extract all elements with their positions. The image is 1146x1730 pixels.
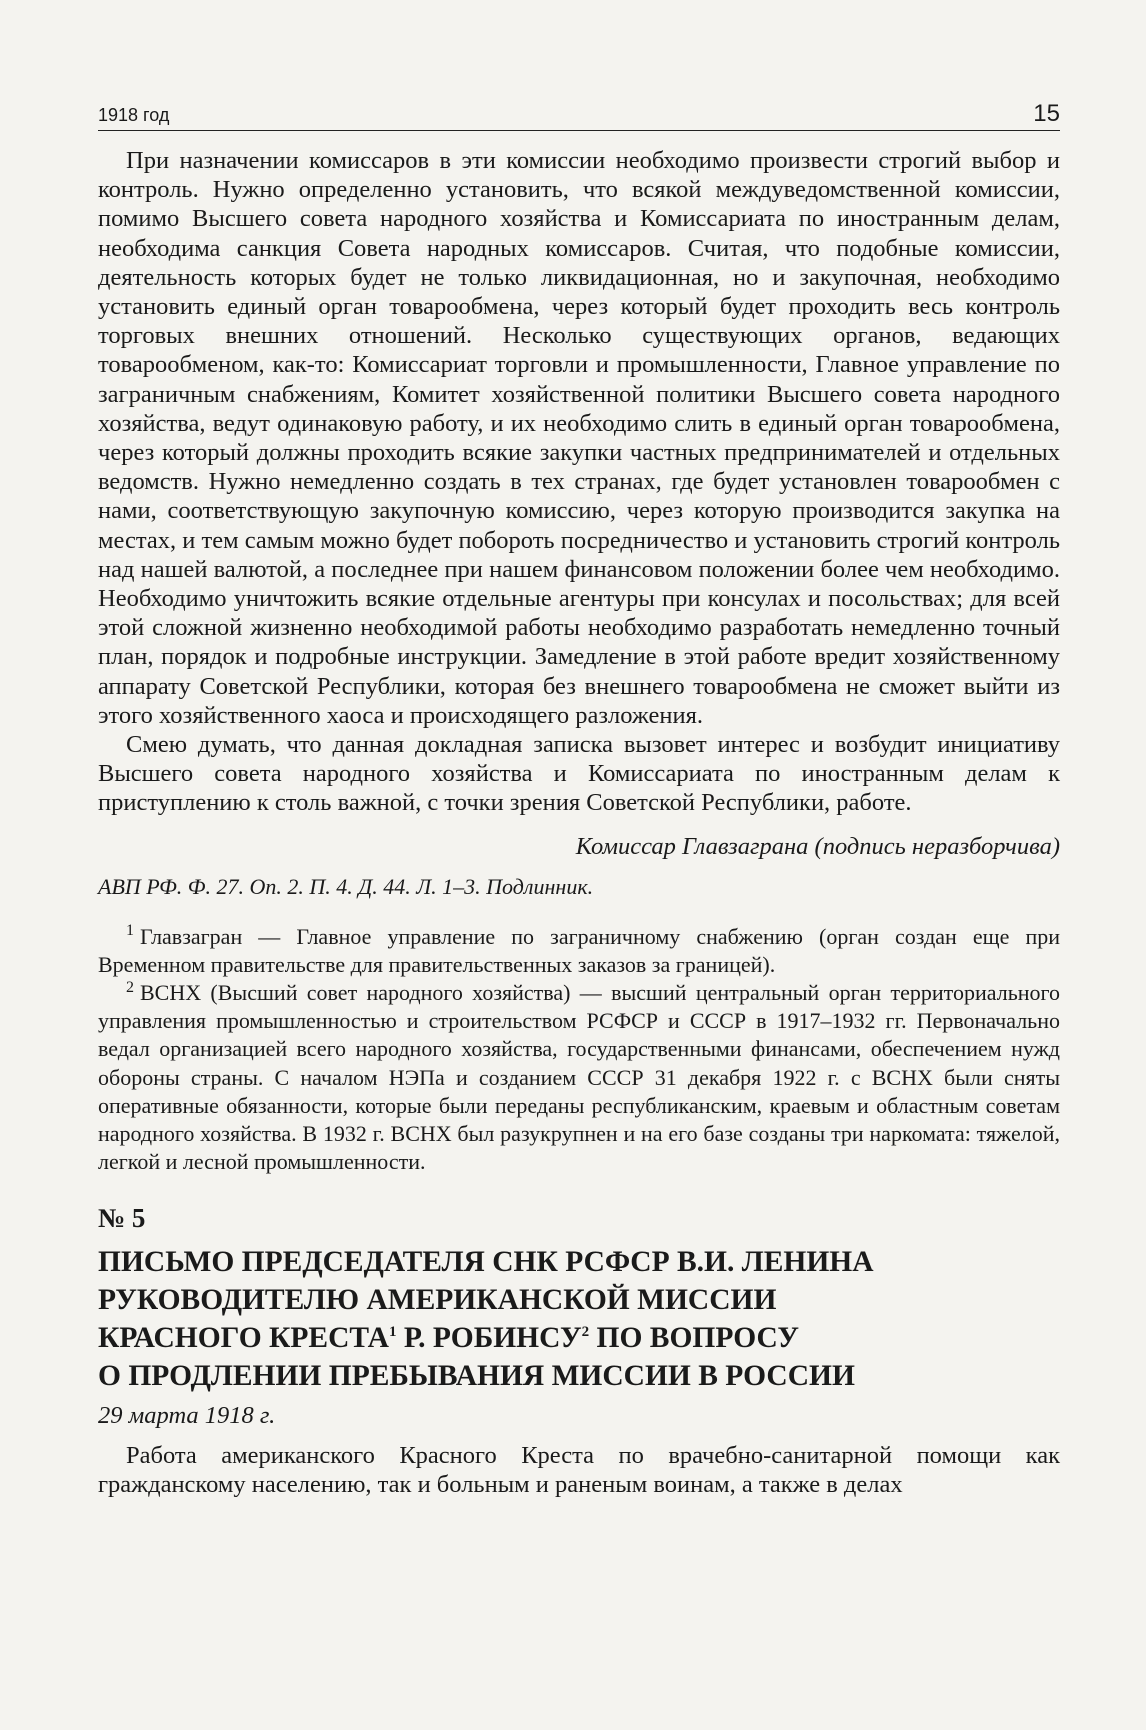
footnote-text: ВСНХ (Высший совет народного хозяйства) — высший центральный орган территориального управления промышленностью и строительством РСФСР и СССР в 1917–1932 гг. Первоначально ведал организацией всего народного хозяйства, государственными финансами, обеспечением нужд обороны страны. С началом НЭПа и созданием СССР 31 декабря 1922 г. с ВСНХ были сняты оперативные обязанности, которые были переданы республиканским, краевым и областным советам народного хозяйства. В 1932 г. ВСНХ был разукрупнен и на его базе созданы три наркомата: тяжелой, легкой и лесной промышленности. [98, 980, 1060, 1175]
archive-source: АВП РФ. Ф. 27. Оп. 2. П. 4. Д. 44. Л. 1–3. Подлинник. [98, 873, 594, 899]
title-line [98, 1319, 1060, 1357]
page-content [98, 146, 1060, 1499]
footnote-text: Главзагран — Главное управление по заграничному снабжению (орган создан еще при Временном правительстве для правительственных заказов за границей). [98, 923, 1060, 977]
title-line: ПИСЬМО ПРЕДСЕДАТЕЛЯ СНК РСФСР В.И. ЛЕНИНА [98, 1245, 874, 1278]
paragraph-2: Смею думать, что данная докладная записка вызовет интерес и возбудит инициативу Высшего совета народного хозяйства и Комиссариата по иностранным делам к приступлению к столь важной, с точки зрения Советской Республики, работе. [98, 731, 1060, 817]
document-date: 29 марта 1918 г. [98, 1401, 276, 1429]
title-fragment: КРАСНОГО КРЕСТА [98, 1321, 389, 1354]
footnote-mark: 1 [126, 922, 134, 940]
title-fragment: ПО ВОПРОСУ [589, 1321, 800, 1354]
signature: Комиссар Главзаграна (подпись неразборчива) [575, 832, 1060, 860]
document-number: № 5 [98, 1202, 146, 1233]
footnote-1 [98, 923, 1060, 979]
running-header-title: 1918 год [98, 105, 170, 125]
footnote-ref-1: 1 [388, 1323, 397, 1340]
title-fragment: Р. РОБИНСУ [396, 1321, 582, 1354]
document-body: Работа американского Красного Креста по врачебно-санитарной помощи как гражданскому населению, так и больным и раненым воинам, а также в делах [98, 1441, 1060, 1498]
page-number: 15 [1033, 100, 1060, 127]
paragraph-1: При назначении комиссаров в эти комиссии необходимо произвести строгий выбор и контроль. Нужно определенно установить, что всякой междуведомственной комиссии, помимо Высшего совета народного хозяйства и Комиссариата по иностранным делам, необходима санкция Совета народных комиссаров. Считая, что подобные комиссии, деятельность которых будет не только ликвидационная, но и закупочная, необходимо установить единый орган товарообмена, через который будет проходить весь контроль торговых внешних отношений. Несколько существующих органов, ведающих товарообменом, как-то: Комиссариат торговли и промышленности, Главное управление по заграничным снабжениям, Комитет хозяйственной политики Высшего совета народного хозяйства, ведут одинаковую работу, и их необходимо слить в единый орган товарообмена, через который должны проходить всякие закупки частных предпринимателей и отдельных ведомств. Нужно немедленно создать в тех странах, где будет установлен товарообмен с нами, соответствующую закупочную комиссию, через которую производится закупка на местах, и тем самым можно будет побороть посредничество и установить строгий контроль над нашей валютой, а последнее при нашем финансовом положении более чем необходимо. Необходимо уничтожить всякие отдельные агентуры при консулах и посольствах; для всей этой сложной жизненно необходимой работы необходимо разработать немедленно точный план, порядок и подробные инструкции. Замедление в этой работе вредит хозяйственному аппарату Советской Республики, которая без внешнего товарообмена не сможет выйти из этого хозяйственного хаоса и происходящего разложения. [98, 147, 1060, 729]
title-line: РУКОВОДИТЕЛЮ АМЕРИКАНСКОЙ МИССИИ [98, 1283, 777, 1316]
footnote-ref-2: 2 [581, 1323, 590, 1340]
footnote-mark: 2 [126, 978, 134, 996]
title-line: О ПРОДЛЕНИИ ПРЕБЫВАНИЯ МИССИИ В РОССИИ [98, 1359, 855, 1392]
footnote-2 [98, 979, 1060, 1176]
running-header [98, 98, 1060, 131]
document-title [98, 1243, 1060, 1395]
